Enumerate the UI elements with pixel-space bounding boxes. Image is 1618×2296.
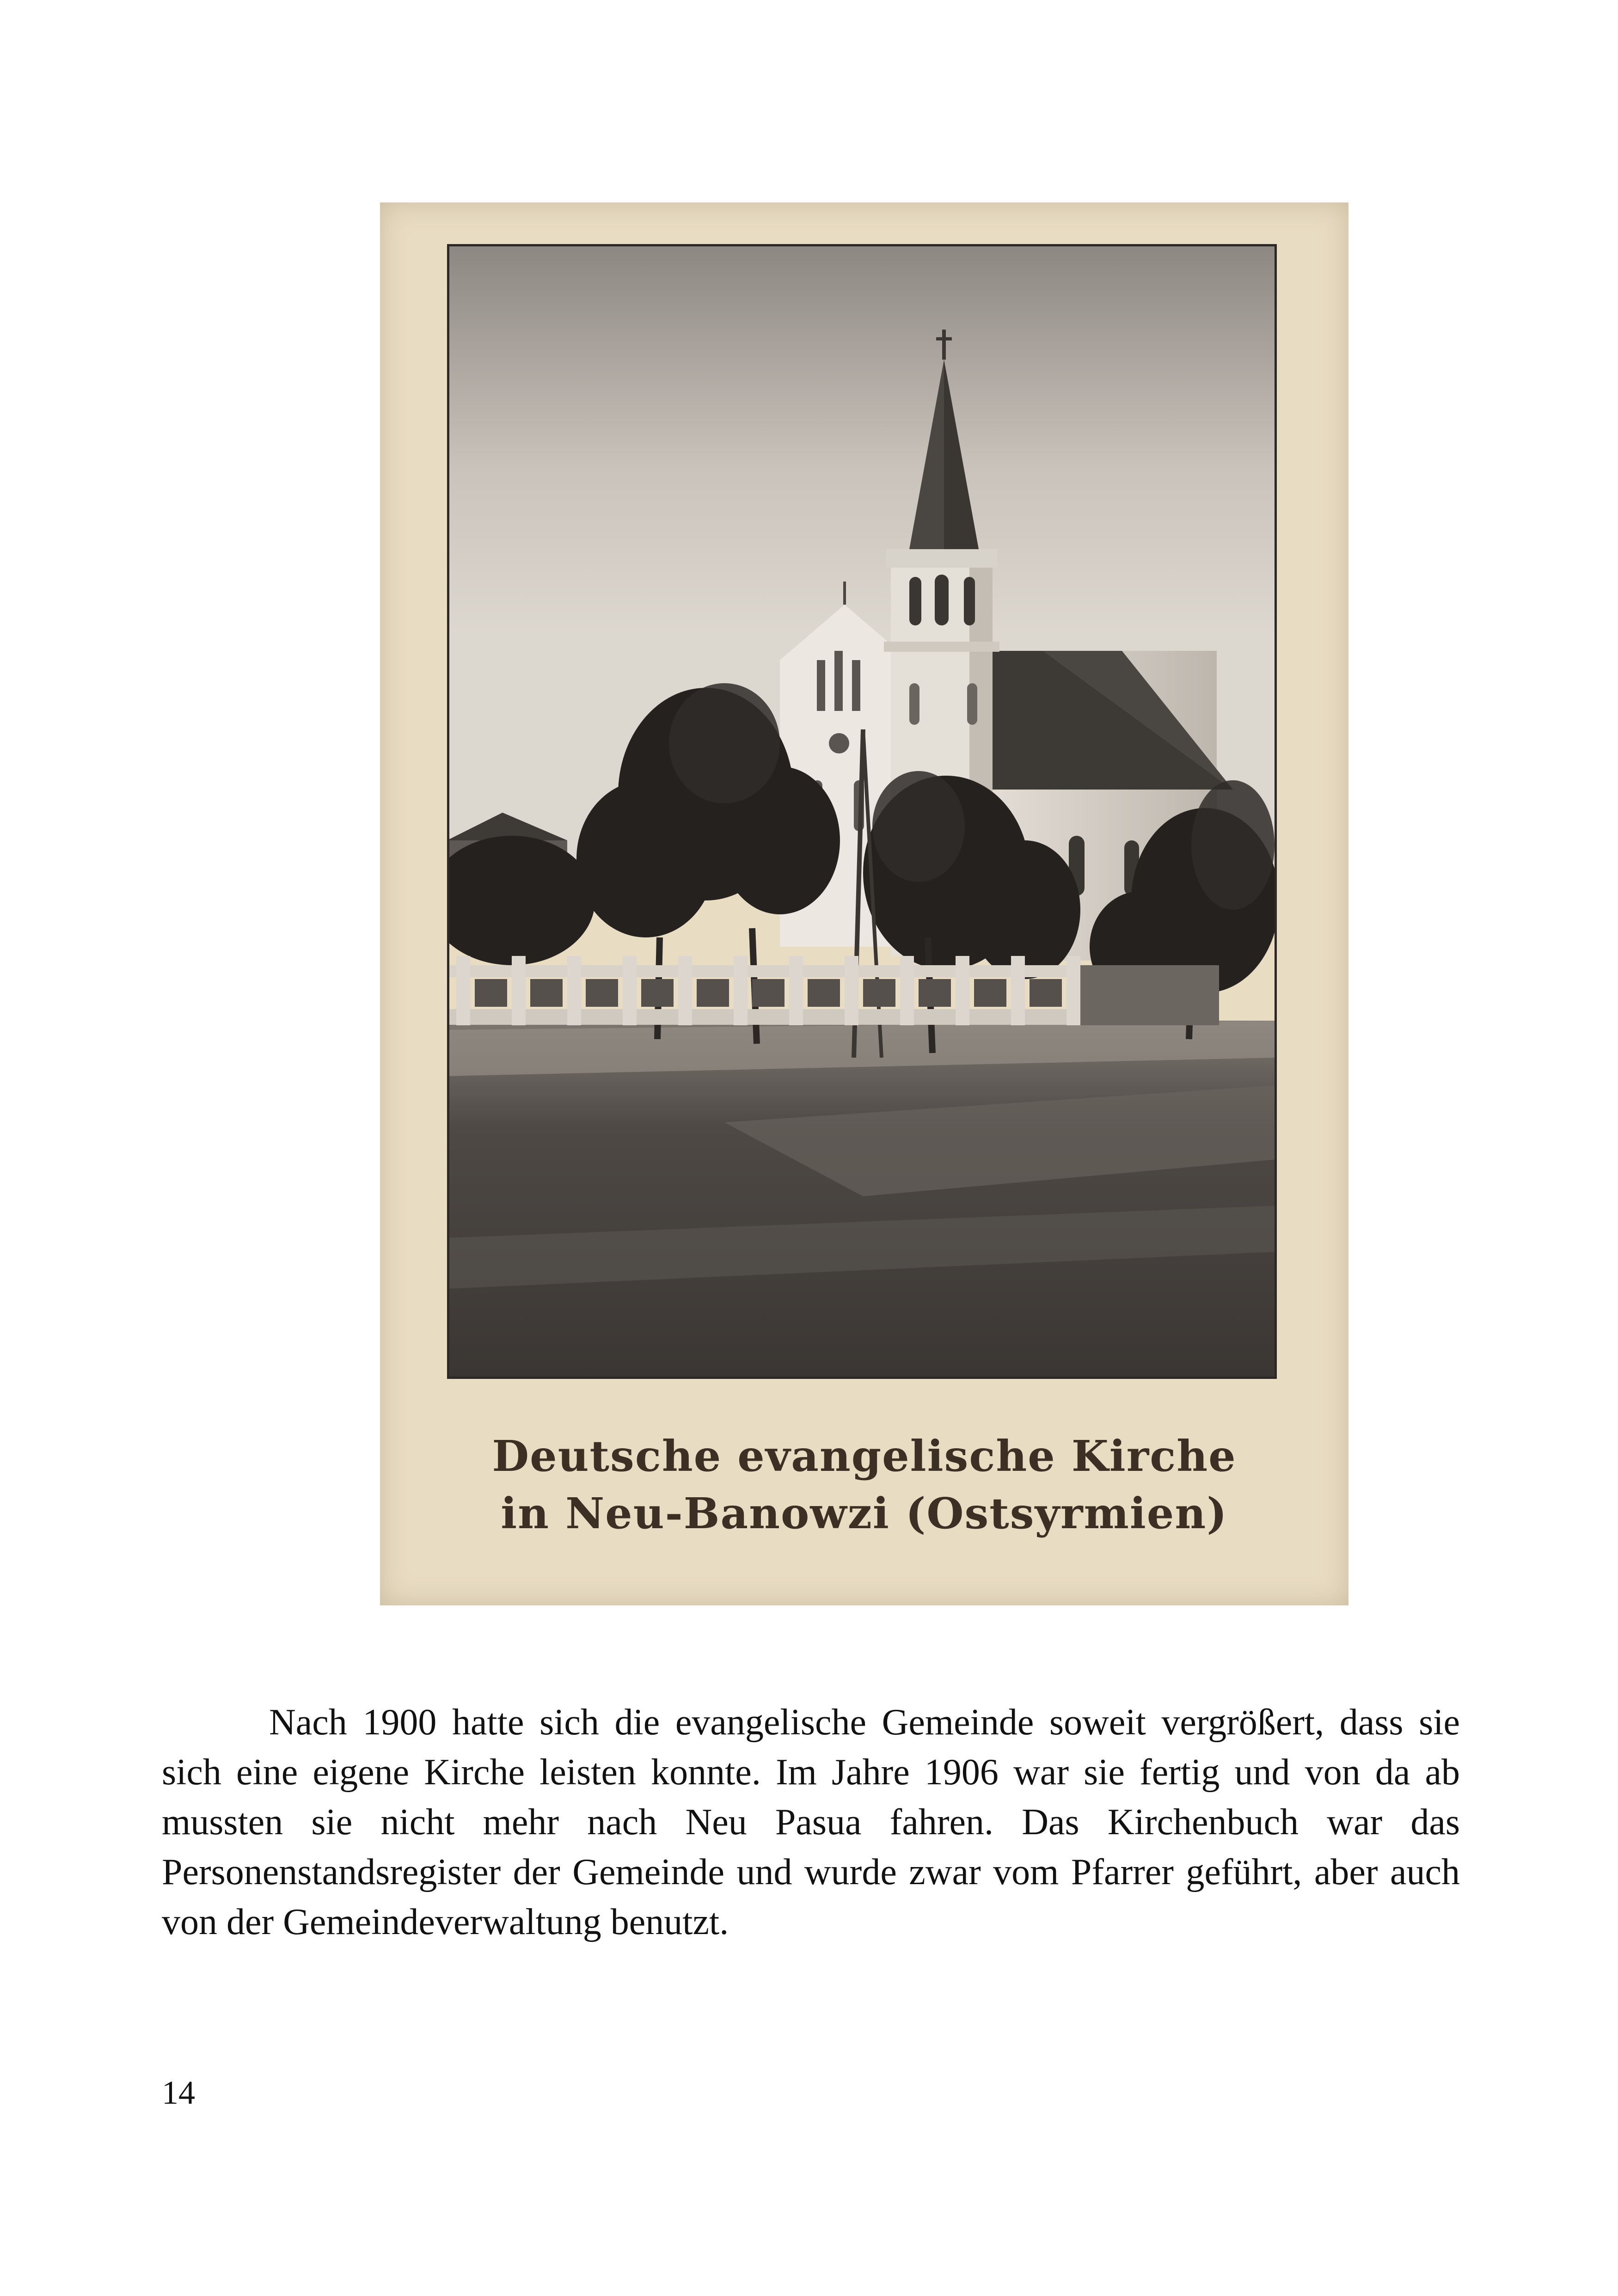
body-paragraph: Nach 1900 hatte sich die evangelische Gemeinde soweit vergrößert, dass sie sich eine eigene Kirche leisten konnte. Im Jahre 1906 war sie fertig und von da ab mussten sie nicht mehr nach Neu Pasua fahren. Das Kirchenbuch war das Personenstandsregister der Gemeinde und wurde zwar vom Pfarrer geführt, aber auch von der Gemeindeverwaltung benutzt.: [162, 1702, 1460, 1942]
caption-line-2: in Neu-Banowzi (Ostsyrmien): [501, 1488, 1228, 1538]
caption-line-1: Deutsche evangelische Kirche: [492, 1431, 1237, 1481]
photo-caption: [380, 1427, 1348, 1542]
church-photo: [447, 244, 1277, 1379]
page-number: 14: [162, 2074, 195, 2111]
photo-plate: [380, 202, 1348, 1605]
